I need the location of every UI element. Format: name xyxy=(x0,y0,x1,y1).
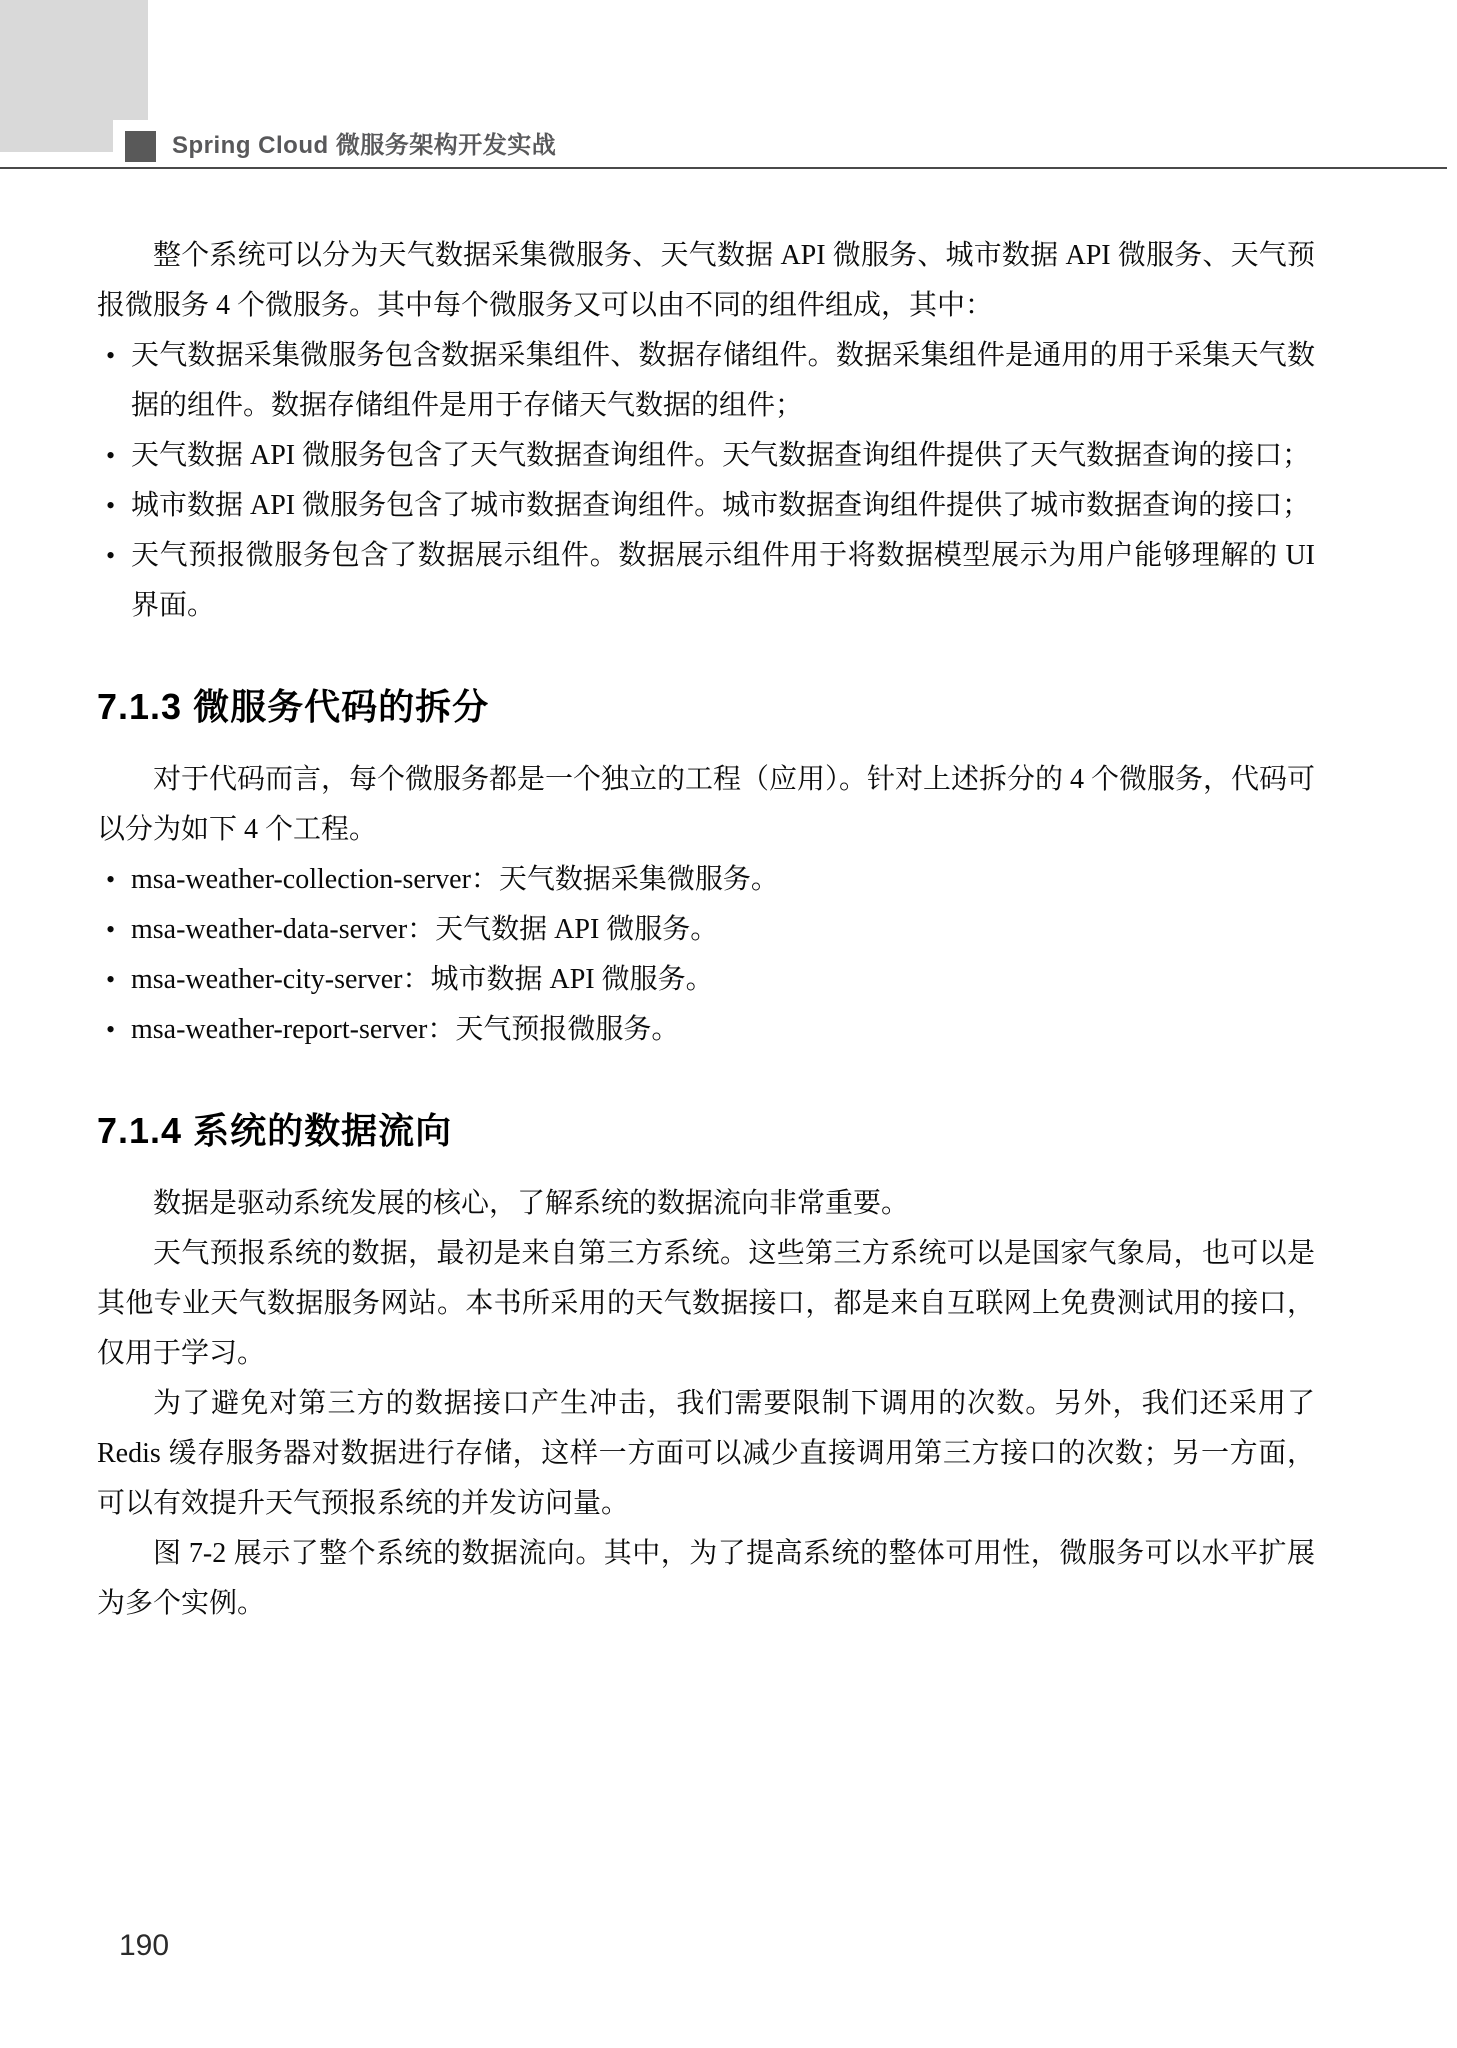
list-item: • msa-weather-data-server：天气数据 API 微服务。 xyxy=(97,905,1315,955)
running-head-book-title: Spring Cloud 微服务架构开发实战 xyxy=(172,132,557,159)
list-item: • msa-weather-report-server：天气预报微服务。 xyxy=(97,1005,1315,1055)
section-713-paragraph: 对于代码而言，每个微服务都是一个独立的工程（应用）。针对上述拆分的 4 个微服务，代码可以分为如下 4 个工程。 xyxy=(97,764,1316,845)
list-item: • 城市数据 API 微服务包含了城市数据查询组件。城市数据查询组件提供了城市数据查询的接口； xyxy=(97,481,1315,531)
page-number: 190 xyxy=(119,1929,170,1962)
list-item: • msa-weather-collection-server：天气数据采集微服务。 xyxy=(97,855,1315,905)
page-content xyxy=(97,169,1315,1629)
project-bullet-list xyxy=(97,855,1315,1055)
list-item: • 天气数据采集微服务包含数据采集组件、数据存储组件。数据采集组件是通用的用于采集天气数据的组件。数据存储组件是用于存储天气数据的组件； xyxy=(97,331,1315,431)
section-heading-714: 7.1.4 系统的数据流向 xyxy=(97,1110,453,1151)
list-item: • 天气预报微服务包含了数据展示组件。数据展示组件用于将数据模型展示为用户能够理解的 UI 界面。 xyxy=(97,531,1315,631)
list-item: • msa-weather-city-server：城市数据 API 微服务。 xyxy=(97,955,1315,1005)
section-heading-713: 7.1.3 微服务代码的拆分 xyxy=(97,686,490,727)
section-714-paragraph: 天气预报系统的数据，最初是来自第三方系统。这些第三方系统可以是国家气象局，也可以是其他专业天气数据服务网站。本书所采用的天气数据接口，都是来自互联网上免费测试用的接口，仅用于学习。 xyxy=(97,1238,1315,1369)
section-714-paragraph: 图 7-2 展示了整个系统的数据流向。其中，为了提高系统的整体可用性，微服务可以水平扩展为多个实例。 xyxy=(97,1538,1315,1619)
intro-paragraph: 整个系统可以分为天气数据采集微服务、天气数据 API 微服务、城市数据 API 微服务、天气预报微服务 4 个微服务。其中每个微服务又可以由不同的组件组成，其中： xyxy=(97,240,1315,321)
component-bullet-list xyxy=(97,331,1315,631)
section-714-paragraph: 为了避免对第三方的数据接口产生冲击，我们需要限制下调用的次数。另外，我们还采用了 Redis 缓存服务器对数据进行存储，这样一方面可以减少直接调用第三方接口的次数；另一方面，可以有效提升天气预报系统的并发访问量。 xyxy=(97,1388,1315,1519)
section-714-paragraph: 数据是驱动系统发展的核心，了解系统的数据流向非常重要。 xyxy=(153,1188,910,1219)
header-mark-square-icon xyxy=(125,131,156,162)
list-item: • 天气数据 API 微服务包含了天气数据查询组件。天气数据查询组件提供了天气数据查询的接口； xyxy=(97,431,1315,481)
